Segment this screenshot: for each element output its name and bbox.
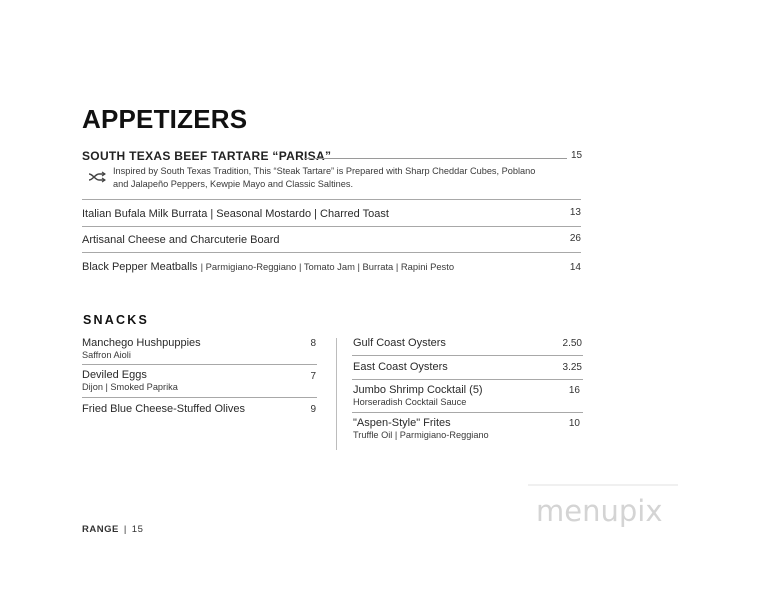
appetizer-price: 13: [569, 207, 581, 218]
appetizer-price: 14: [569, 262, 581, 273]
divider: [82, 397, 317, 398]
featured-item-name: SOUTH TEXAS BEEF TARTARE “PARISA”: [82, 149, 332, 163]
divider: [352, 379, 583, 380]
section-title: APPETIZERS: [82, 104, 248, 134]
snack-name: Manchego Hushpuppies: [82, 337, 201, 349]
appetizer-item-meatballs: [82, 261, 454, 273]
page-number: 15: [131, 524, 144, 535]
snack-price: 7: [310, 371, 316, 382]
snack-name: Deviled Eggs: [82, 369, 147, 381]
snack-price: 16: [568, 385, 580, 396]
appetizer-price: 26: [569, 233, 581, 244]
appetizer-name: Artisanal Cheese and Charcuterie Board: [82, 234, 280, 246]
range-logo-icon: [88, 171, 106, 183]
snack-price: 9: [310, 404, 316, 415]
footer-brand: RANGE: [82, 524, 119, 535]
snack-description: Saffron Aioli: [82, 350, 131, 360]
appetizer-item-cheese-board: [82, 234, 280, 246]
snack-description: Truffle Oil | Parmigiano-Reggiano: [353, 430, 489, 440]
appetizer-name: Italian Bufala Milk Burrata | Seasonal Mostardo | Charred Toast: [82, 208, 389, 220]
featured-item-description: Inspired by South Texas Tradition, This “Steak Tartare” is Prepared with Sharp Cheddar Cubes, Poblano and Jalapeño Peppers, Kewpie Mayo and Classic Saltines.: [113, 166, 536, 189]
divider: [82, 226, 581, 227]
snack-price: 10: [568, 418, 580, 429]
snack-price: 2.50: [562, 338, 582, 349]
appetizer-item-burrata: [82, 208, 389, 220]
divider: [82, 252, 581, 253]
column-divider: [336, 338, 337, 450]
appetizer-details: | Parmigiano-Reggiano | Tomato Jam | Burrata | Rapini Pesto: [200, 261, 455, 272]
footer-separator: |: [123, 524, 127, 535]
page-footer: [82, 524, 143, 535]
snack-name: Jumbo Shrimp Cocktail (5): [353, 384, 483, 396]
featured-leader-line: [304, 158, 567, 159]
snacks-heading: SNACKS: [83, 313, 149, 327]
watermark-decoration: [528, 480, 678, 490]
divider: [82, 364, 317, 365]
snack-name: Gulf Coast Oysters: [353, 337, 446, 349]
featured-item-price: 15: [571, 150, 583, 161]
divider: [352, 355, 583, 356]
divider: [82, 199, 581, 200]
watermark-logo: menupix: [536, 494, 663, 528]
snack-description: Dijon | Smoked Paprika: [82, 382, 178, 392]
snack-description: Horseradish Cocktail Sauce: [353, 397, 467, 407]
snack-name: East Coast Oysters: [353, 361, 448, 373]
snack-price: 8: [310, 338, 316, 349]
appetizer-name: Black Pepper Meatballs: [82, 261, 198, 273]
snack-price: 3.25: [562, 362, 582, 373]
divider: [352, 412, 583, 413]
snack-name: "Aspen-Style" Frites: [353, 417, 451, 429]
snack-name: Fried Blue Cheese-Stuffed Olives: [82, 403, 246, 415]
